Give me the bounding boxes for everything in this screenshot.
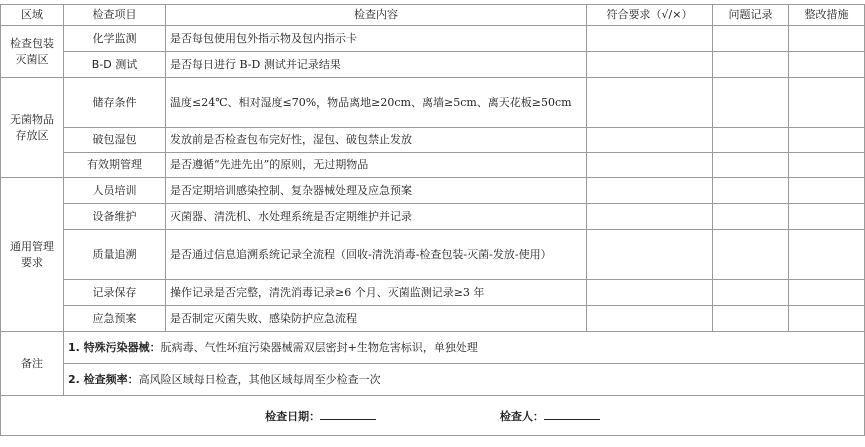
issue-cell[interactable] xyxy=(713,26,789,52)
item-cell: B-D 测试 xyxy=(64,52,166,78)
content-cell: 灭菌器、清洗机、水处理系统是否定期维护并记录 xyxy=(166,204,587,230)
area-general-management xyxy=(1,178,64,332)
rectify-cell[interactable] xyxy=(789,26,865,52)
content-text: 温度≤24℃、相对湿度≤70%，物品离地≥20cm、离墙≥5cm、离天花板≥50cm xyxy=(170,95,572,109)
content-cell xyxy=(166,78,587,128)
inspector-field xyxy=(500,407,600,425)
rectify-cell[interactable] xyxy=(789,78,865,128)
area-sterile-storage xyxy=(1,78,64,178)
compliance-cell[interactable] xyxy=(587,52,713,78)
area-label: 通用管理 要求 xyxy=(10,239,54,269)
item-cell: 记录保存 xyxy=(64,280,166,306)
issue-cell[interactable] xyxy=(713,128,789,153)
compliance-cell[interactable] xyxy=(587,26,713,52)
note-text: 高风险区域每日检查，其他区域每周至少检查一次 xyxy=(138,372,381,386)
rectify-cell[interactable] xyxy=(789,280,865,306)
notes-row xyxy=(1,364,865,396)
issue-cell[interactable] xyxy=(713,306,789,332)
inspector-label: 检查人： xyxy=(499,409,544,423)
inspection-date-label: 检查日期： xyxy=(265,409,321,423)
notes-label: 备注 xyxy=(1,332,64,396)
item-cell: 破包湿包 xyxy=(64,128,166,153)
content-cell: 操作记录是否完整，清洗消毒记录≥6 个月、灭菌监测记录≥3 年 xyxy=(166,280,587,306)
header-content: 检查内容 xyxy=(166,5,587,26)
note-title: 1. 特殊污染器械： xyxy=(68,340,161,354)
note-item xyxy=(64,332,865,364)
note-text: 朊病毒、气性坏疽污染器械需双层密封+生物危害标识，单独处理 xyxy=(160,340,478,354)
content-text: 是否通过信息追溯系统记录全流程（回收-清洗消毒-检查包装-灭菌-发放-使用） xyxy=(170,247,552,261)
issue-cell[interactable] xyxy=(713,204,789,230)
header-rectify: 整改措施 xyxy=(789,5,865,26)
content-cell: 是否每日进行 B-D 测试并记录结果 xyxy=(166,52,587,78)
table-row xyxy=(1,204,865,230)
table-row xyxy=(1,280,865,306)
header-row xyxy=(1,5,865,26)
inspection-date-field xyxy=(265,407,496,425)
signature-footer xyxy=(1,396,865,436)
item-cell: 有效期管理 xyxy=(64,153,166,178)
content-cell: 是否定期培训感染控制、复杂器械处理及应急预案 xyxy=(166,178,587,204)
table-row xyxy=(1,52,865,78)
header-item: 检查项目 xyxy=(64,5,166,26)
notes-row xyxy=(1,332,865,364)
compliance-cell[interactable] xyxy=(587,178,713,204)
item-cell: 化学监测 xyxy=(64,26,166,52)
compliance-cell[interactable] xyxy=(587,230,713,280)
content-cell xyxy=(166,230,587,280)
rectify-cell[interactable] xyxy=(789,204,865,230)
table-row xyxy=(1,26,865,52)
inspector-blank[interactable] xyxy=(544,407,600,420)
item-cell: 质量追溯 xyxy=(64,230,166,280)
table-row xyxy=(1,306,865,332)
inspection-checklist-table xyxy=(0,4,865,436)
issue-cell[interactable] xyxy=(713,178,789,204)
compliance-cell[interactable] xyxy=(587,306,713,332)
issue-cell[interactable] xyxy=(713,230,789,280)
footer-row xyxy=(1,396,865,436)
issue-cell[interactable] xyxy=(713,52,789,78)
content-cell: 是否制定灭菌失败、感染防护应急流程 xyxy=(166,306,587,332)
content-cell: 是否每包使用包外指示物及包内指示卡 xyxy=(166,26,587,52)
header-compliance: 符合要求（√/×） xyxy=(587,5,713,26)
item-cell: 应急预案 xyxy=(64,306,166,332)
issue-cell[interactable] xyxy=(713,280,789,306)
header-area: 区域 xyxy=(1,5,64,26)
table-row xyxy=(1,230,865,280)
content-cell: 发放前是否检查包布完好性，湿包、破包禁止发放 xyxy=(166,128,587,153)
compliance-cell[interactable] xyxy=(587,153,713,178)
issue-cell[interactable] xyxy=(713,153,789,178)
issue-cell[interactable] xyxy=(713,78,789,128)
table-row xyxy=(1,178,865,204)
note-title: 2. 检查频率： xyxy=(68,372,139,386)
rectify-cell[interactable] xyxy=(789,178,865,204)
rectify-cell[interactable] xyxy=(789,128,865,153)
area-label: 无菌物品 存放区 xyxy=(10,112,54,142)
compliance-cell[interactable] xyxy=(587,78,713,128)
table-row xyxy=(1,153,865,178)
table-row xyxy=(1,128,865,153)
header-issue: 问题记录 xyxy=(713,5,789,26)
rectify-cell[interactable] xyxy=(789,306,865,332)
rectify-cell[interactable] xyxy=(789,230,865,280)
item-cell: 设备维护 xyxy=(64,204,166,230)
content-cell: 是否遵循“先进先出”的原则，无过期物品 xyxy=(166,153,587,178)
item-cell: 储存条件 xyxy=(64,78,166,128)
area-packaging-sterilization xyxy=(1,26,64,78)
rectify-cell[interactable] xyxy=(789,153,865,178)
compliance-cell[interactable] xyxy=(587,128,713,153)
inspection-date-blank[interactable] xyxy=(320,407,376,420)
rectify-cell[interactable] xyxy=(789,52,865,78)
table-row xyxy=(1,78,865,128)
compliance-cell[interactable] xyxy=(587,280,713,306)
item-cell: 人员培训 xyxy=(64,178,166,204)
area-label: 检查包装 灭菌区 xyxy=(10,36,54,66)
compliance-cell[interactable] xyxy=(587,204,713,230)
note-item xyxy=(64,364,865,396)
